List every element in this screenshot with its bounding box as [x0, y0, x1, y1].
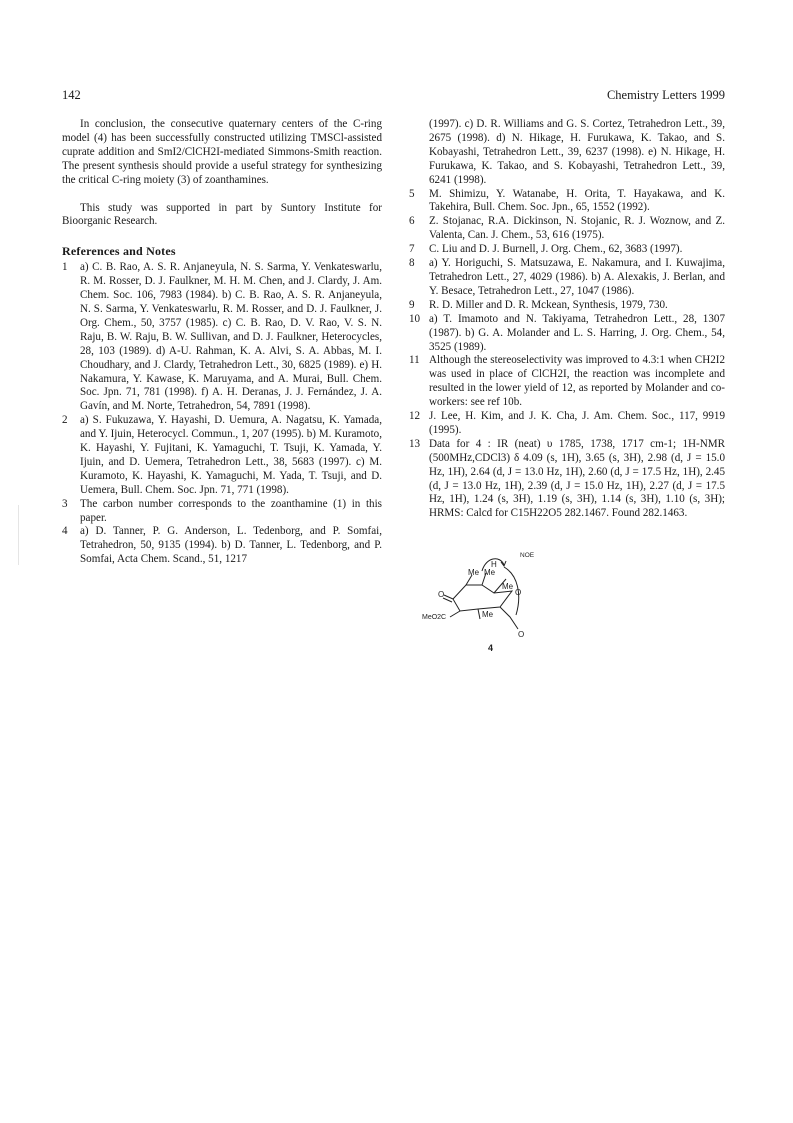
me-label: Me [468, 568, 480, 577]
reference-number: 8 [409, 257, 415, 270]
me-label: Me [482, 610, 494, 619]
reference-item [409, 215, 725, 243]
journal-header: Chemistry Letters 1999 [606, 88, 725, 102]
oxygen-label: O [515, 588, 522, 597]
reference-text: Although the stereoselectivity was improved to 4.3:1 when CH2I2 was used in place of ClCH2I, the reaction was incomplete and resulted in the lower yield of 12, as reported by Molander and co-workers: see ref 10b. [429, 354, 725, 409]
reference-number: 5 [409, 187, 415, 200]
reference-number: 12 [409, 410, 421, 423]
scan-artifact [18, 505, 19, 565]
reference-number: 4 [62, 525, 68, 538]
reference-item [62, 498, 382, 526]
reference-item [409, 354, 725, 410]
reference-number: 11 [409, 354, 420, 367]
reference-continuation: (1997). c) D. R. Williams and G. S. Cortez, Tetrahedron Lett., 39, 2675 (1998). d) N. Hikage, H. Furukawa, K. Takao, and S. Kobayashi, Tetrahedron Lett., 39, 6237 (1998). e) N. Hikage, H. Furukawa, K. Takao, and S. Kobayashi, Tetrahedron Lett., 39, 6241 (1998). [429, 118, 725, 186]
me-label: Me [484, 568, 496, 577]
reference-text: Z. Stojanac, R.A. Dickinson, N. Stojanic, R. J. Woznow, and Z. Valenta, Can. J. Chem., 53, 616 (1975). [429, 215, 725, 242]
reference-number: 6 [409, 215, 415, 228]
h-label: H [491, 560, 497, 569]
ester-label: MeO2C [422, 614, 447, 621]
reference-number: 3 [62, 497, 68, 510]
compound-number-label: 4 [488, 643, 494, 653]
reference-text: a) S. Fukuzawa, Y. Hayashi, D. Uemura, A. Nagatsu, K. Yamada, and Y. Ijuin, Heterocycl. Commun., 1, 207 (1995). b) M. Kuramoto, K. Hayashi, Y. Fujitani, K. Yamaguchi, T. Tsuji, K. Yamada, Y. Ijuin, and D. Uemera, Tetrahedron Lett., 38, 5683 (1997). c) M. Kuramoto, K. Hayashi, K. Yamaguchi, M. Yada, T. Tsuji, and D. Uemera, Bull. Chem. Soc. Jpn. 71, 771 (1998). [80, 414, 382, 496]
reference-text: The carbon number corresponds to the zoanthamine (1) in this paper. [80, 497, 382, 524]
reference-number: 9 [409, 298, 415, 311]
reference-number: 10 [409, 312, 421, 325]
reference-number: 13 [409, 437, 421, 450]
reference-text: R. D. Miller and D. R. Mckean, Synthesis, 1979, 730. [429, 298, 668, 311]
noe-label: NOE [520, 552, 535, 559]
reference-text: M. Shimizu, Y. Watanabe, H. Orita, T. Hayakawa, and K. Takehira, Bull. Chem. Soc. Jpn., 65, 1552 (1992). [429, 187, 725, 214]
reference-item [409, 188, 725, 216]
oxygen-label: O [438, 590, 445, 599]
reference-item [62, 525, 382, 567]
reference-text: Data for 4 : IR (neat) υ 1785, 1738, 1717 cm-1; 1H-NMR (500MHz,CDCl3) δ 4.09 (s, 1H), 3.65 (s, 3H), 2.98 (d, J = 15.0 Hz, 1H), 2.64 (d, J = 13.0 Hz, 1H), 2.60 (d, J = 17.5 Hz, 1H), 2.45 (d, J = 13.0 Hz, 1H), 2.39 (d, J = 15.0 Hz, 1H), 2.27 (d, J = 17.5 Hz, 1H), 1.24 (s, 3H), 1.19 (s, 3H), 1.14 (s, 3H), 1.10 (s, 3H); HRMS: Calcd for C15H22O5 282.1467. Found 282.1463. [429, 437, 725, 520]
me-label: Me [502, 582, 514, 591]
compound-4-structure [420, 545, 570, 655]
reference-number: 1 [62, 261, 68, 274]
page-number: 142 [62, 88, 81, 102]
reference-item [409, 257, 725, 299]
right-column [409, 118, 725, 521]
reference-item [409, 313, 725, 355]
references-heading: References and Notes [62, 244, 176, 259]
reference-item [409, 438, 725, 521]
reference-item [409, 243, 725, 257]
left-column [62, 118, 382, 567]
reference-text: a) D. Tanner, P. G. Anderson, L. Tedenborg, and P. Somfai, Tetrahedron, 50, 9135 (1994). b) D. Tanner, L. Tedenborg, and P. Somfai, Acta Chem. Scand., 51, 1217 [80, 525, 382, 566]
reference-item [409, 299, 725, 313]
reference-number: 7 [409, 243, 415, 256]
acknowledgment-paragraph: This study was supported in part by Suntory Institute for Bioorganic Research. [62, 201, 382, 228]
reference-text: a) Y. Horiguchi, S. Matsuzawa, E. Nakamura, and I. Kuwajima, Tetrahedron Lett., 27, 4029 (1986). b) A. Alexakis, J. Berlan, and Y. Besace, Tetrahedron Lett., 27, 1047 (1986). [429, 257, 725, 297]
reference-text: J. Lee, H. Kim, and J. K. Cha, J. Am. Chem. Soc., 117, 9919 (1995). [429, 410, 725, 436]
reference-item [409, 410, 725, 438]
reference-item [62, 261, 382, 414]
oxygen-label: O [518, 630, 525, 639]
reference-text: a) T. Imamoto and N. Takiyama, Tetrahedron Lett., 28, 1307 (1987). b) G. A. Molander and L. S. Harring, J. Org. Chem., 54, 3525 (1989). [429, 312, 725, 353]
reference-number: 2 [62, 414, 68, 427]
reference-item [62, 414, 382, 497]
reference-text: a) C. B. Rao, A. S. R. Anjaneyula, N. S. Sarma, Y. Venkateswarlu, R. M. Rosser, D. J. Faulkner, M. H. M. Chen, and J. Clardy, J. Am. Chem. Soc. 106, 7983 (1984). b) C. B. Rao, A. S. R. Anjaneyula, N. S. Sarma, Y. Venkateswarlu, R. M. Rosser, and D. J. Faulkner, J. Org. Chem., 50, 3757 (1985). c) C. B. Rao, D. V. Rao, V. S. N. Raju, B. W. Raju, B. W. Sullivan, and D. J. Faulkner, Heterocycles, 28, 103 (1989). d) A-U. Rahman, K. A. Alvi, S. A. Abbas, M. I. Choudhary, and J. Clardy, Tetrahedron Lett., 30, 6825 (1989). e) H. Nakamura, Y. Kawase, K. Maruyama, and A. Murai, Bull. Chem. Soc. Jpn. 71, 781 (1998). f) A. H. Deranas, J. J. Fernández, J. A. Gavín, and M. Norte, Tetrahedron, 54, 7891 (1998). [80, 261, 382, 413]
reference-text: C. Liu and D. J. Burnell, J. Org. Chem., 62, 3683 (1997). [429, 243, 683, 256]
conclusion-paragraph: In conclusion, the consecutive quaternary centers of the C-ring model (4) has been successfully constructed utilizing TMSCl-assisted cuprate addition and SmI2/ClCH2I-mediated Simmons-Smith reaction. The present synthesis should provide a useful strategy for synthesizing the critical C-ring moiety (3) of zoanthamines. [62, 118, 382, 186]
